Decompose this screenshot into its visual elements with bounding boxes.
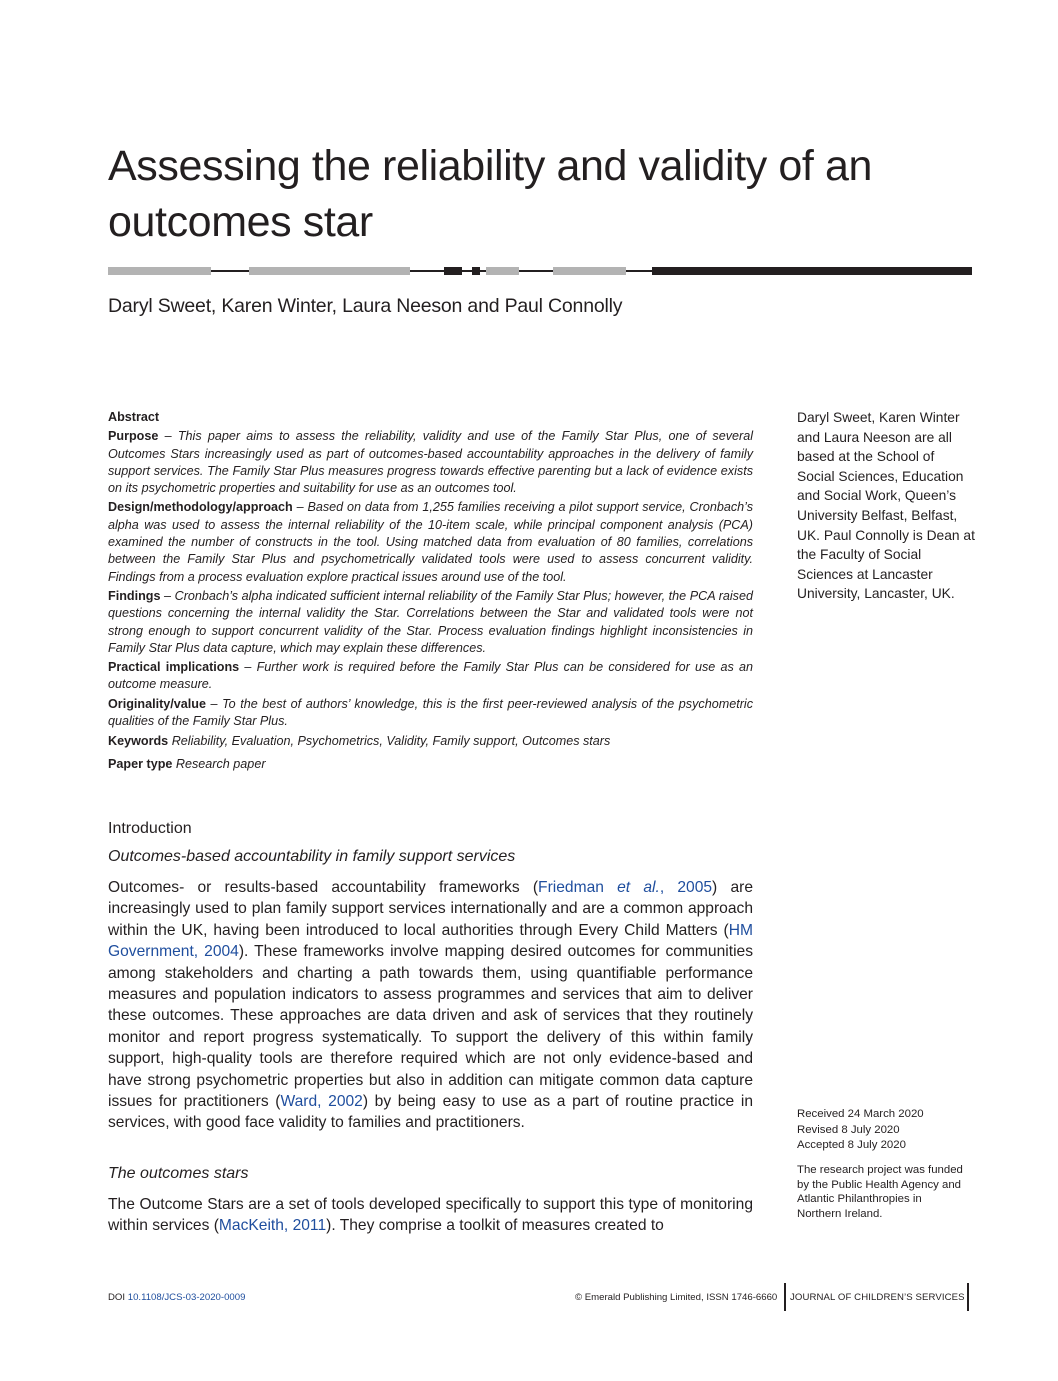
decorative-rule bbox=[108, 267, 972, 275]
footer-journal-name: JOURNAL OF CHILDREN’S SERVICES bbox=[790, 1292, 965, 1303]
abstract bbox=[108, 409, 753, 775]
funding-note: The research project was funded by the Public Health Agency and Atlantic Philanthropies in Northern Ireland. bbox=[797, 1164, 963, 1220]
article-dates bbox=[797, 1107, 924, 1154]
footer-doi: DOI 10.1108/JCS-03-2020-0009 bbox=[108, 1292, 246, 1303]
citation-friedman-2005[interactable]: Friedman et al., 2005 bbox=[538, 879, 713, 896]
stars-paragraph: The Outcome Stars are a set of tools developed specifically to support this type of monitoring within services (MacKeith, 2011). They comprise a toolkit of measures created to bbox=[108, 1196, 753, 1235]
citation-mackeith-2011[interactable]: MacKeith, 2011 bbox=[218, 1217, 327, 1235]
abstract-originality: Originality/value – To the best of authors’ knowledge, this is the first peer-reviewed analysis of the psychometric qualities of the Family Star Plus. bbox=[108, 696, 753, 729]
subheading-outcomes-accountability: Outcomes-based accountability in family support services bbox=[108, 848, 516, 865]
footer-divider bbox=[784, 1283, 786, 1311]
footer-divider-right bbox=[967, 1283, 969, 1311]
revised-date: Revised 8 July 2020 bbox=[797, 1123, 900, 1136]
footer-publisher: © Emerald Publishing Limited, ISSN 1746-6660 bbox=[575, 1292, 778, 1303]
intro-paragraph: Outcomes- or results-based accountability frameworks (Friedman et al., 2005) are increasingly used to plan family support services internationally and are a common approach within the UK, having been introduced to local authorities through Every Child Matters (HM Government, 2004). These frameworks involve mapping desired outcomes for communities among stakeholders and charting a path towards them, using quantifiable performance measures and population indicators to assess programmes and services that aim to deliver these outcomes. These approaches are data driven and ask of services that they routinely monitor and report progress systematically. To support the delivery of this within family support, high-quality tools are therefore required which are not only evidence-based and have strong psychometric properties but also in addition can mitigate common data capture issues for practitioners (Ward, 2002) by being easy to use as a part of routine practice in services, with good face validity to families and practitioners. bbox=[108, 879, 753, 1132]
doi-link[interactable]: 10.1108/JCS-03-2020-0009 bbox=[127, 1292, 246, 1303]
abstract-keywords: Keywords Reliability, Evaluation, Psychometrics, Validity, Family support, Outcomes stars bbox=[108, 734, 611, 749]
abstract-practical-implications: Practical implications – Further work is required before the Family Star Plus can be considered for use as an outcome measure. bbox=[108, 660, 753, 692]
accepted-date: Accepted 8 July 2020 bbox=[797, 1139, 906, 1152]
citation-ward-2002[interactable]: Ward, 2002 bbox=[280, 1093, 363, 1111]
received-date: Received 24 March 2020 bbox=[797, 1108, 924, 1120]
abstract-heading: Abstract bbox=[108, 410, 160, 424]
section-heading-introduction: Introduction bbox=[108, 820, 192, 837]
author-affiliation: Daryl Sweet, Karen Winter and Laura Neeson are all based at the School of Social Sciences, Education and Social Work, Queen’s University Belfast, Belfast, UK. Paul Connolly is Dean at the Faculty of Social Sciences at Lancaster University, Lancaster, UK. bbox=[797, 410, 975, 602]
subheading-outcomes-stars: The outcomes stars bbox=[108, 1165, 249, 1182]
author-list: Daryl Sweet, Karen Winter, Laura Neeson and Paul Connolly bbox=[108, 295, 623, 317]
abstract-purpose: Purpose – This paper aims to assess the reliability, validity and use of the Family Star Plus, one of several Outcomes Stars increasingly used as part of outcomes-based accountability approaches in the delivery of family support services. The Family Star Plus measures progress towards effective parenting but a lack of evidence exists on its psychometric properties and suitability for use as an outcomes tool. bbox=[108, 429, 753, 496]
abstract-findings: Findings – Cronbach’s alpha indicated sufficient internal reliability of the Family Star Plus; however, the PCA raised questions concerning the internal validity the Star. Correlations between the Star and validated tools were not strong enough to support concurrent validity of the Star. Process evaluation findings highlight inconsistencies in Family Star Plus data capture, which may explain these differences. bbox=[108, 588, 753, 655]
abstract-design: Design/methodology/approach – Based on data from 1,255 families receiving a pilot support service, Cronbach’s alpha was used to assess the internal reliability of the 10-item scale, while principal component analysis (PCA) examined the number of constructs in the tool. Using matched data from evaluation of 80 families, correlations between the Family Star Plus and psychometrically validated tools were used to assess concurrent validity. Findings from a process evaluation explore practical issues around use of the tool. bbox=[108, 500, 753, 584]
abstract-paper-type: Paper type Research paper bbox=[108, 756, 266, 771]
article-title: Assessing the reliability and validity of an outcomes star bbox=[108, 142, 872, 246]
citation-hm-government-2004[interactable]: HM Government, 2004 bbox=[108, 921, 753, 961]
